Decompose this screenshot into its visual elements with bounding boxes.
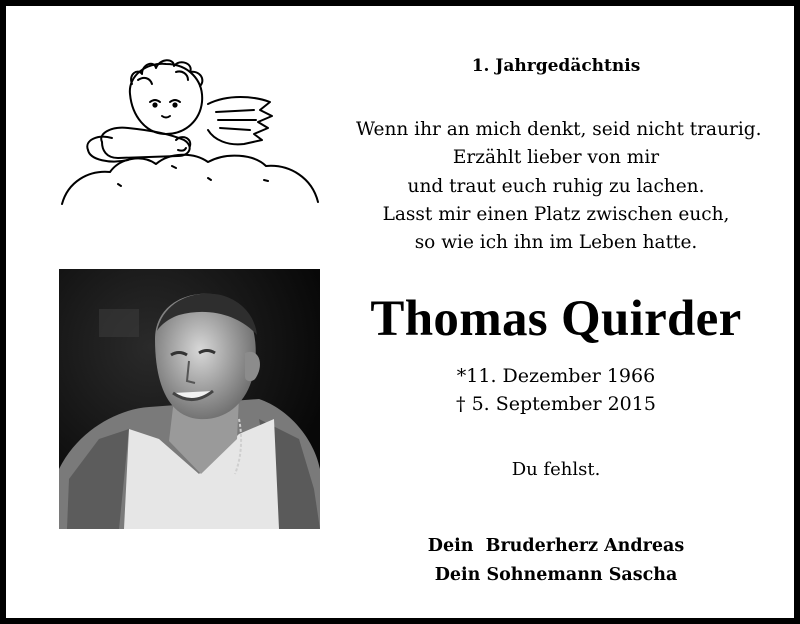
closing-line: Du fehlst. [511, 459, 601, 480]
poem-line: Lasst mir einen Platz zwischen euch, [382, 203, 730, 225]
memorial-poem [356, 116, 762, 257]
death-date: † 5. September 2015 [456, 393, 656, 415]
deceased-name: Thomas Quirder [370, 291, 742, 347]
poem-line: Erzählt lieber von mir [452, 147, 660, 169]
portrait-photo [59, 269, 320, 529]
birth-date: *11. Dezember 1966 [456, 365, 656, 387]
signer: Dein Sohnemann Sascha [434, 565, 678, 585]
signer: Dein Bruderherz Andreas [427, 536, 685, 556]
poem-line: so wie ich ihn im Leben hatte. [414, 232, 698, 254]
signers [356, 532, 756, 590]
anniversary-heading: 1. Jahrgedächtnis [471, 56, 641, 76]
poem-line: Wenn ihr an mich denkt, seid nicht traurig. [356, 119, 762, 140]
life-dates [356, 362, 756, 418]
angel-illustration [58, 54, 324, 210]
poem-line: und traut euch ruhig zu lachen. [407, 175, 705, 197]
